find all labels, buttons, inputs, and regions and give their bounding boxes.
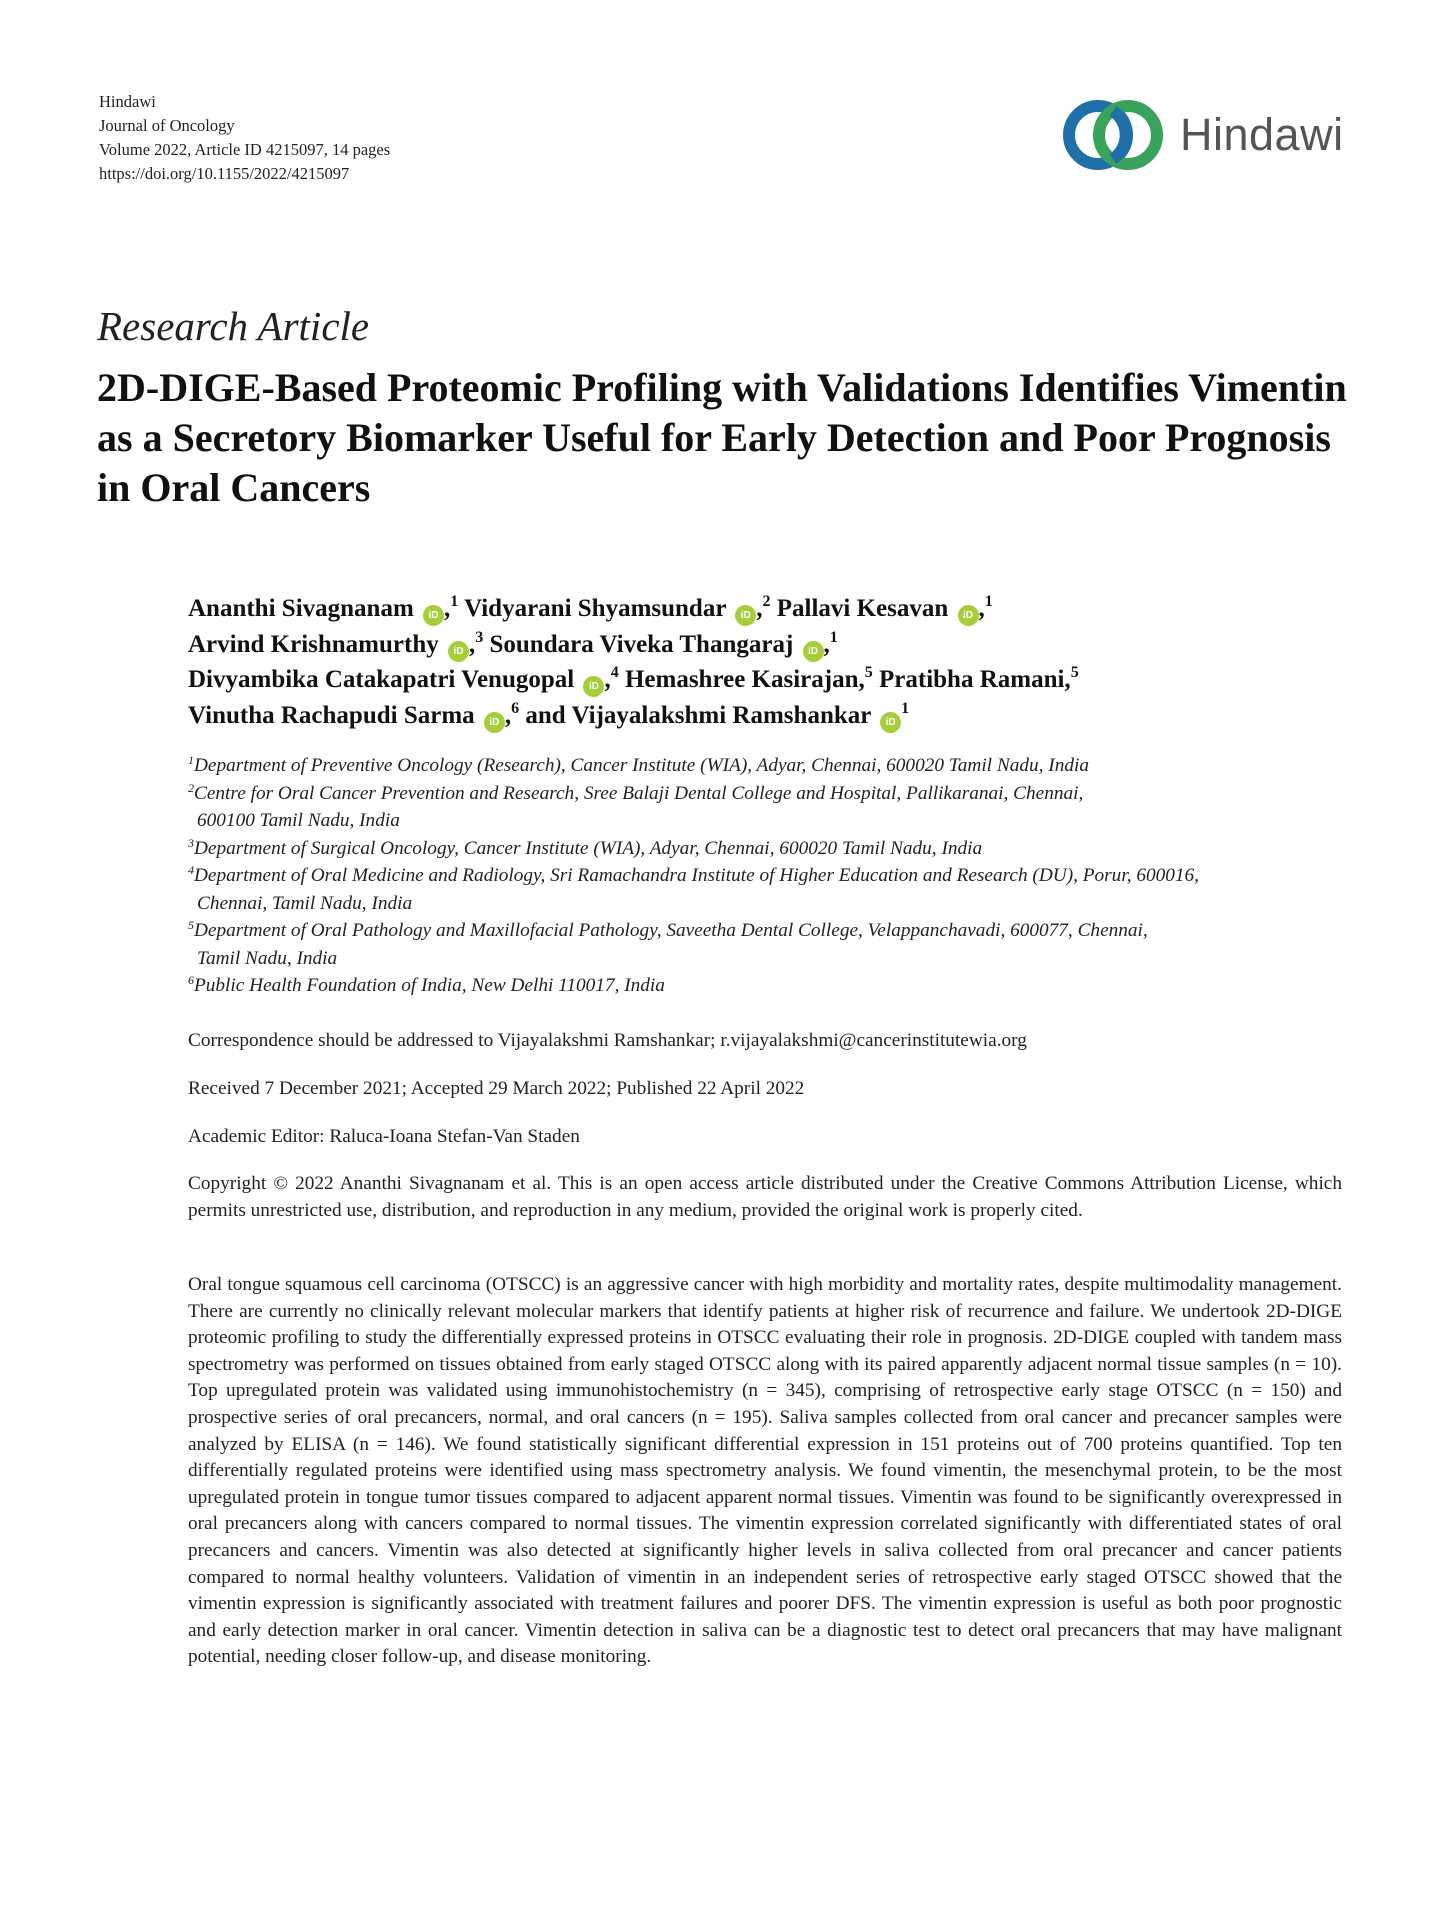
author[interactable]: Vinutha Rachapudi Sarma iD ,$^6$: [188, 702, 519, 729]
article-title: 2D-DIGE-Based Proteomic Profiling with Validations Identifies Vimentin as a Secretory Biomarker Useful for Early Detection and Poor Prognosis in Oral Cancers: [97, 365, 1347, 510]
article-type: Research Article: [97, 303, 370, 349]
affiliation: $^5$Department of Oral Pathology and Maxillofacial Pathology, Saveetha Dental College, Velappanchavadi, 600077, Chennai, Tamil Nadu, India: [188, 918, 1148, 969]
author[interactable]: Hemashree Kasirajan,$^5$: [624, 664, 873, 693]
affiliation: $^3$Department of Surgical Oncology, Cancer Institute (WIA), Adyar, Chennai, 600020 Tamil Nadu, India: [188, 835, 983, 859]
orcid-icon[interactable]: iD: [583, 676, 604, 697]
journal-name: Journal of Oncology: [99, 116, 235, 135]
affiliation: $^2$Centre for Oral Cancer Prevention and Research, Sree Balaji Dental College and Hospital, Pallikaranai, Chennai, 600100 Tamil Nadu, India: [188, 780, 1084, 831]
orcid-icon[interactable]: iD: [448, 641, 469, 662]
orcid-icon[interactable]: iD: [484, 712, 505, 733]
orcid-icon[interactable]: iD: [423, 605, 444, 626]
author[interactable]: Arvind Krishnamurthy iD ,$^3$: [188, 631, 483, 658]
author-list: [188, 591, 1348, 733]
logo-wordmark: Hindawi: [1180, 109, 1344, 160]
volume-info: Volume 2022, Article ID 4215097, 14 pages: [99, 140, 391, 159]
author[interactable]: Soundara Viveka Thangaraj iD ,$^1$: [489, 631, 837, 658]
publication-dates: Received 7 December 2021; Accepted 29 March 2022; Published 22 April 2022: [188, 1078, 805, 1099]
publisher-name: Hindawi: [99, 92, 156, 111]
correspondence: Correspondence should be addressed to Vijayalakshmi Ramshankar; r.vijayalakshmi@cancerinstitutewia.org: [188, 1030, 1027, 1051]
copyright-notice: Copyright © 2022 Ananthi Sivagnanam et al. This is an open access article distributed under the Creative Commons Attribution License, which permits unrestricted use, distribution, and reproduction in any medium, provided the original work is properly cited.: [188, 1173, 1342, 1221]
affiliation-list: [188, 752, 1348, 1000]
authors-joiner: and: [525, 701, 566, 729]
academic-editor: Academic Editor: Raluca-Ioana Stefan-Van Staden: [188, 1126, 580, 1147]
orcid-icon[interactable]: iD: [803, 641, 824, 662]
author[interactable]: Pratibha Ramani,$^5$: [879, 664, 1079, 693]
author[interactable]: Divyambika Catakapatri Venugopal iD ,$^4$: [188, 666, 619, 693]
orcid-icon[interactable]: iD: [735, 605, 756, 626]
author[interactable]: Pallavi Kesavan iD ,$^1$: [777, 595, 993, 622]
author[interactable]: Ananthi Sivagnanam iD ,$^1$: [188, 595, 458, 622]
hindawi-logo: [1060, 96, 1344, 174]
orcid-icon[interactable]: iD: [880, 712, 901, 733]
affiliation: $^1$Department of Preventive Oncology (Research), Cancer Institute (WIA), Adyar, Chennai, 600020 Tamil Nadu, India: [188, 753, 1089, 776]
affiliation: $^6$Public Health Foundation of India, New Delhi 110017, India: [188, 973, 665, 996]
hindawi-rings-icon: [1060, 96, 1168, 174]
author[interactable]: Vijayalakshmi Ramshankar $iD^1$: [572, 702, 910, 729]
orcid-icon[interactable]: iD: [958, 605, 979, 626]
doi-link[interactable]: https://doi.org/10.1155/2022/4215097: [99, 164, 350, 183]
abstract: Oral tongue squamous cell carcinoma (OTSCC) is an aggressive cancer with high morbidity and mortality rates, despite multimodality management. There are currently no clinically relevant molecular markers that identify patients at higher risk of recurrence and failure. We undertook 2D-DIGE proteomic profiling to study the differentially expressed proteins in OTSCC evaluating their role in prognosis. 2D-DIGE coupled with tandem mass spectrometry was performed on tissues obtained from early staged OTSCC along with its paired apparently adjacent normal tissue samples (n = 10). Top upregulated protein was validated using immunohistochemistry (n = 345), comprising of retrospective early stage OTSCC (n = 150) and prospective series of oral precancers, normal, and oral cancers (n = 195). Saliva samples collected from oral cancer and precancer samples were analyzed by ELISA (n = 146). We found statistically significant differential expression in 151 proteins out of 700 proteins quantified. Top ten differentially regulated proteins were identified using mass spectrometry analysis. We found vimentin, the mesenchymal protein, to be the most upregulated protein in tongue tumor tissues compared to adjacent apparent normal tissues. Vimentin was found to be significantly overexpressed in oral precancers along with cancers compared to normal tissues. The vimentin expression correlated significantly with differentiated states of oral precancers and cancers. Vimentin was also detected at significantly higher levels in saliva collected from oral precancer and cancer patients compared to normal healthy volunteers. Validation of vimentin in an independent series of retrospective early staged OTSCC showed that the vimentin expression is significantly associated with treatment failures and poorer DFS. The vimentin expression is useful as both poor prognostic and early detection marker in oral cancer. Vimentin detection in saliva can be a diagnostic test to detect oral precancers that may have malignant potential, needing closer follow-up, and disease monitoring.: [188, 1274, 1342, 1668]
journal-meta: [99, 90, 390, 186]
affiliation: $^4$Department of Oral Medicine and Radiology, Sri Ramachandra Institute of Higher Education and Research (DU), Porur, 600016, Chennai, Tamil Nadu, India: [188, 863, 1199, 914]
author[interactable]: Vidyarani Shyamsundar iD ,$^2$: [464, 595, 770, 622]
